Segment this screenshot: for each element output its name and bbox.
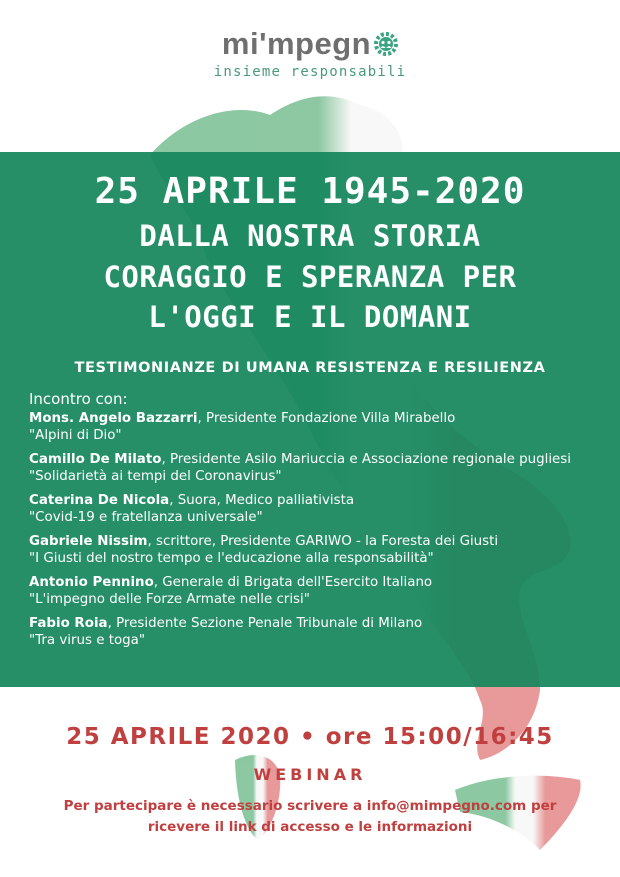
speaker-item bbox=[29, 533, 620, 567]
logo-wordmark: mi'mpegn bbox=[221, 26, 372, 61]
headline-line1: 25 APRILE 1945-2020 bbox=[94, 171, 526, 212]
speaker-list bbox=[29, 410, 620, 649]
speaker-role: , Presidente Sezione Penale Tribunale di Milano bbox=[107, 615, 423, 631]
subtitle: TESTIMONIANZE DI UMANA RESISTENZA E RESILIENZA bbox=[74, 359, 546, 376]
speaker-item bbox=[29, 492, 620, 526]
event-date-time: 25 APRILE 2020 • ore 15:00/16:45 bbox=[66, 724, 554, 750]
logo bbox=[0, 26, 620, 80]
speaker-talk: "Alpini di Dio" bbox=[29, 427, 122, 443]
registration-info: Per partecipare è necessario scrivere a info@mimpegno.com per ricevere il link di accesso e le informazioni bbox=[63, 798, 557, 835]
speaker-role: , Presidente Fondazione Villa Mirabello bbox=[197, 410, 456, 426]
speaker-talk: "Solidarietà ai tempi del Coronavirus" bbox=[29, 468, 282, 484]
event-format: WEBINAR bbox=[253, 765, 367, 784]
speaker-role: , Generale di Brigata dell'Esercito Italiano bbox=[153, 574, 433, 590]
speaker-item bbox=[29, 451, 620, 485]
logo-wordmark-row bbox=[222, 26, 398, 62]
speaker-talk: "Covid-19 e fratellanza universale" bbox=[29, 509, 263, 525]
speaker-talk: "Tra virus e toga" bbox=[29, 632, 146, 648]
speaker-name: Camillo De Milato bbox=[29, 451, 162, 467]
speaker-talk: "I Giusti del nostro tempo e l'educazione alla responsabilità" bbox=[29, 550, 434, 566]
speaker-talk: "L'impegno delle Forze Armate nelle crisi" bbox=[29, 591, 310, 607]
speaker-name: Antonio Pennino bbox=[29, 574, 154, 590]
headline-line4: L'OGGI E IL DOMANI bbox=[148, 300, 472, 335]
headline-line3: CORAGGIO E SPERANZA PER bbox=[103, 259, 517, 294]
speaker-role: , scrittore, Presidente GARIWO - la Foresta dei Giusti bbox=[147, 533, 499, 549]
speaker-name: Fabio Roia bbox=[29, 615, 108, 631]
speaker-item bbox=[29, 615, 620, 649]
speaker-role: , Presidente Asilo Mariuccia e Associazione regionale pugliesi bbox=[161, 451, 571, 467]
speaker-name: Mons. Angelo Bazzarri bbox=[29, 410, 198, 426]
speaker-role: , Suora, Medico palliativista bbox=[169, 492, 355, 508]
intro-label: Incontro con: bbox=[29, 389, 128, 408]
event-details-panel bbox=[0, 152, 620, 687]
speaker-item bbox=[29, 574, 620, 608]
speaker-name: Gabriele Nissim bbox=[29, 533, 148, 549]
headline-line2: DALLA NOSTRA STORIA bbox=[139, 219, 481, 254]
logo-tagline: insieme responsabili bbox=[213, 64, 407, 80]
speaker-name: Caterina De Nicola bbox=[29, 492, 170, 508]
gear-people-icon bbox=[374, 32, 398, 56]
speaker-item bbox=[29, 410, 620, 444]
